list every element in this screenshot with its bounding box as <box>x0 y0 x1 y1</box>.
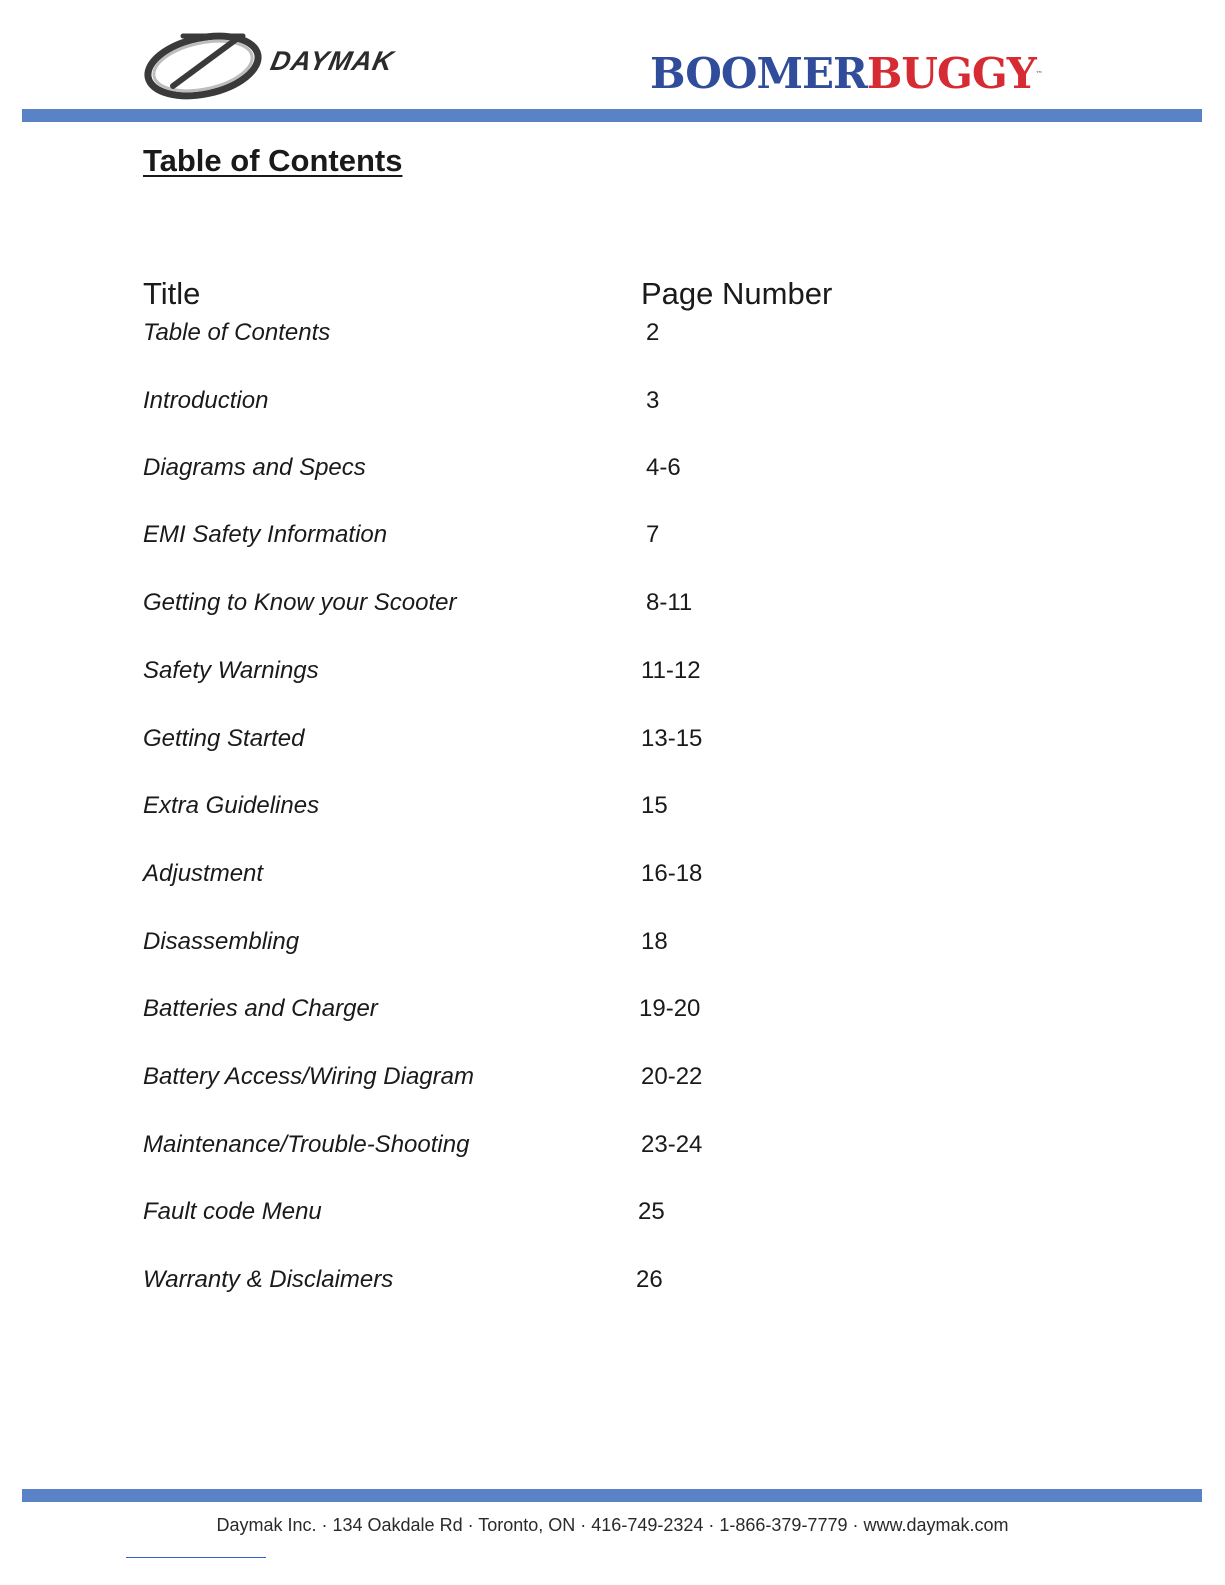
toc-entry-page: 18 <box>641 928 668 955</box>
footer-divider <box>22 1489 1202 1502</box>
toc-entry-title: Safety Warnings <box>143 657 319 684</box>
toc-entry-title: Fault code Menu <box>143 1198 322 1225</box>
daymak-swoosh-icon <box>143 26 273 102</box>
toc-entry-page: 15 <box>641 792 668 819</box>
toc-entry-page: 25 <box>638 1198 665 1225</box>
toc-row <box>0 1063 1225 1097</box>
toc-entry-page: 3 <box>646 387 660 414</box>
toc-entry-title: Warranty & Disclaimers <box>143 1266 394 1293</box>
toc-row <box>0 1198 1225 1232</box>
toc-row <box>0 454 1225 488</box>
trademark-symbol: ™ <box>1035 69 1042 78</box>
daymak-wordmark: DAYMAK <box>267 46 397 76</box>
toc-entry-title: Getting Started <box>143 725 305 752</box>
toc-entry-page: 2 <box>646 319 660 346</box>
toc-entry-title: Introduction <box>143 387 269 414</box>
toc-row <box>0 792 1225 826</box>
toc-row <box>0 319 1225 353</box>
toc-row <box>0 589 1225 623</box>
toc-row <box>0 521 1225 555</box>
toc-row <box>0 657 1225 691</box>
toc-row <box>0 860 1225 894</box>
toc-row <box>0 725 1225 759</box>
toc-row <box>0 995 1225 1029</box>
toc-entry-page: 11-12 <box>641 657 701 684</box>
toc-row <box>0 1266 1225 1300</box>
toc-entry-title: Extra Guidelines <box>143 792 320 819</box>
toc-entry-page: 23-24 <box>641 1131 703 1158</box>
toc-row <box>0 928 1225 962</box>
toc-row <box>0 387 1225 421</box>
toc-entry-page: 19-20 <box>639 995 701 1022</box>
toc-entry-title: Batteries and Charger <box>143 995 378 1022</box>
footer-contact-info: Daymak Inc. · 134 Oakdale Rd · Toronto, ON · 416-749-2324 · 1-866-379-7779 · www.daymak.com <box>216 1515 1009 1535</box>
toc-entry-page: 13-15 <box>641 725 703 752</box>
daymak-logo <box>143 26 433 102</box>
column-header-title: Title <box>143 276 201 311</box>
toc-entry-title: Getting to Know your Scooter <box>143 589 457 616</box>
footer-underline-fragment <box>126 1557 266 1558</box>
toc-row <box>0 1131 1225 1165</box>
toc-entry-title: Disassembling <box>143 928 300 955</box>
toc-entry-page: 8-11 <box>646 589 693 616</box>
header-divider <box>22 109 1202 122</box>
toc-entry-page: 20-22 <box>641 1063 703 1090</box>
toc-entry-page: 16-18 <box>641 860 703 887</box>
toc-entry-title: Diagrams and Specs <box>143 454 366 481</box>
column-header-page-number: Page Number <box>641 276 833 311</box>
toc-entry-title: Maintenance/Trouble-Shooting <box>143 1131 470 1158</box>
toc-entry-page: 26 <box>636 1266 663 1293</box>
toc-entry-page: 4-6 <box>646 454 681 481</box>
toc-entry-title: Table of Contents <box>143 319 331 346</box>
page-title: Table of Contents <box>143 143 403 178</box>
toc-entry-page: 7 <box>646 521 660 548</box>
boomerbuggy-logo <box>650 50 1042 98</box>
toc-entry-title: EMI Safety Information <box>143 521 388 548</box>
boomer-wordmark: BOOMER <box>650 49 867 98</box>
page-header <box>0 0 1225 125</box>
toc-entry-title: Adjustment <box>143 860 264 887</box>
buggy-wordmark: BUGGY <box>866 49 1036 98</box>
toc-entry-title: Battery Access/Wiring Diagram <box>143 1063 474 1090</box>
